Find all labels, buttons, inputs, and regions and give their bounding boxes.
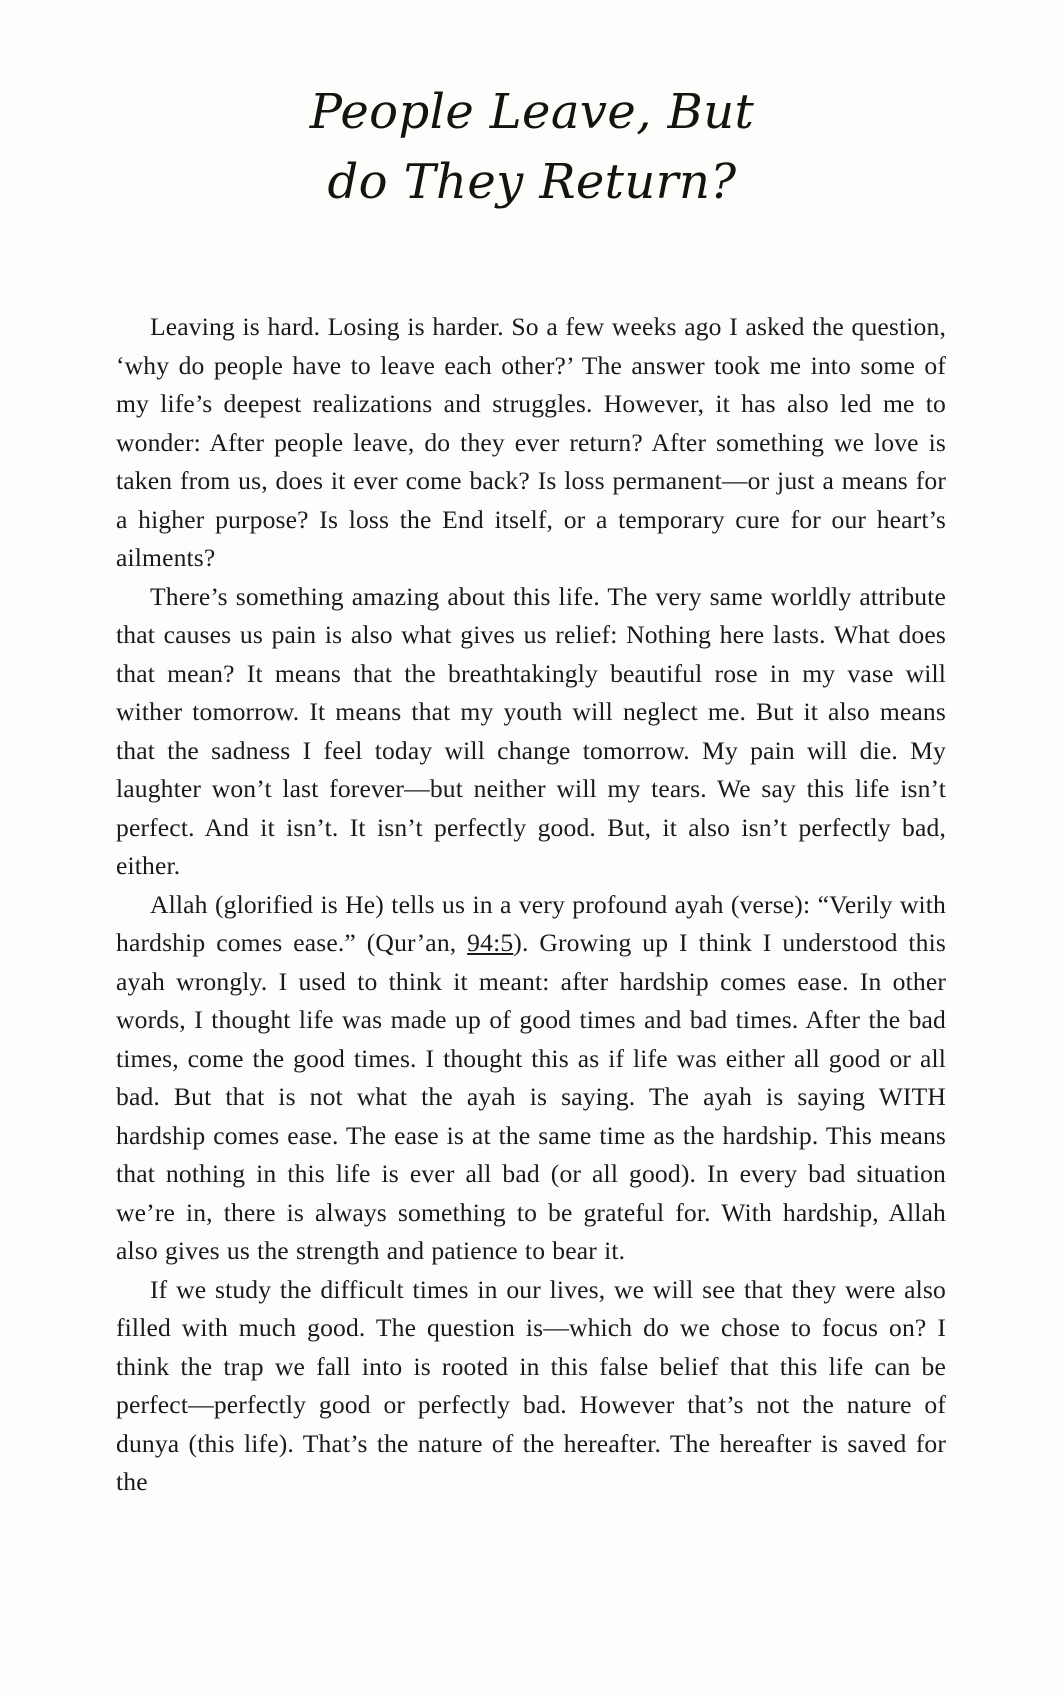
page-title-line-1: People Leave, But — [309, 84, 755, 140]
page-title — [0, 0, 1064, 216]
page-title-line-2: do They Return? — [327, 154, 737, 211]
body-text — [0, 308, 1064, 1502]
paragraph-3-quran — [116, 886, 946, 1271]
quran-citation: 94:5 — [467, 928, 514, 958]
quran-paragraph-part-1: Allah (glorified is He) tells us in a very profound ayah (verse): “Verily with hardship comes ease.” (Qur’an, — [116, 889, 946, 958]
paragraph-4: If we study the difficult times in our lives, we will see that they were also filled with much good. The question is—which do we chose to focus on? I think the trap we fall into is rooted in this false belief that this life can be perfect—perfectly good or perfectly bad. However that’s not the nature of dunya (this life). That’s the nature of the hereafter. The hereafter is saved for the — [116, 1274, 946, 1497]
paragraph-1: Leaving is hard. Losing is harder. So a few weeks ago I asked the question, ‘why do people have to leave each other?’ The answer took me into some of my life’s deepest realizations and struggles. However, it has also led me to wonder: After people leave, do they ever return? After something we love is taken from us, does it ever come back? Is loss permanent—or just a means for a higher purpose? Is loss the End itself, or a temporary cure for our heart’s ailments? — [116, 312, 946, 573]
quran-paragraph-part-2: ). Growing up I think I understood this ayah wrongly. I used to think it meant: after hardship comes ease. In other words, I thought life was made up of good times and bad times. After the bad times, come the good times. I thought this as if life was either all good or all bad. But that is not what the ayah is saying. The ayah is saying WITH hardship comes ease. The ease is at the same time as the hardship. This means that nothing in this life is ever all bad (or all good). In every bad situation we’re in, there is always something to be grateful for. With hardship, Allah also gives us the strength and patience to bear it. — [116, 928, 946, 1266]
paragraph-2: There’s something amazing about this life. The very same worldly attribute that causes us pain is also what gives us relief: Nothing here lasts. What does that mean? It means that the breathtakingly beautiful rose in my vase will wither tomorrow. It means that my youth will neglect me. But it also means that the sadness I feel today will change tomorrow. My pain will die. My laughter won’t last forever—but neither will my tears. We say this life isn’t perfect. And it isn’t. It isn’t perfectly good. But, it also isn’t perfectly bad, either. — [116, 581, 946, 881]
